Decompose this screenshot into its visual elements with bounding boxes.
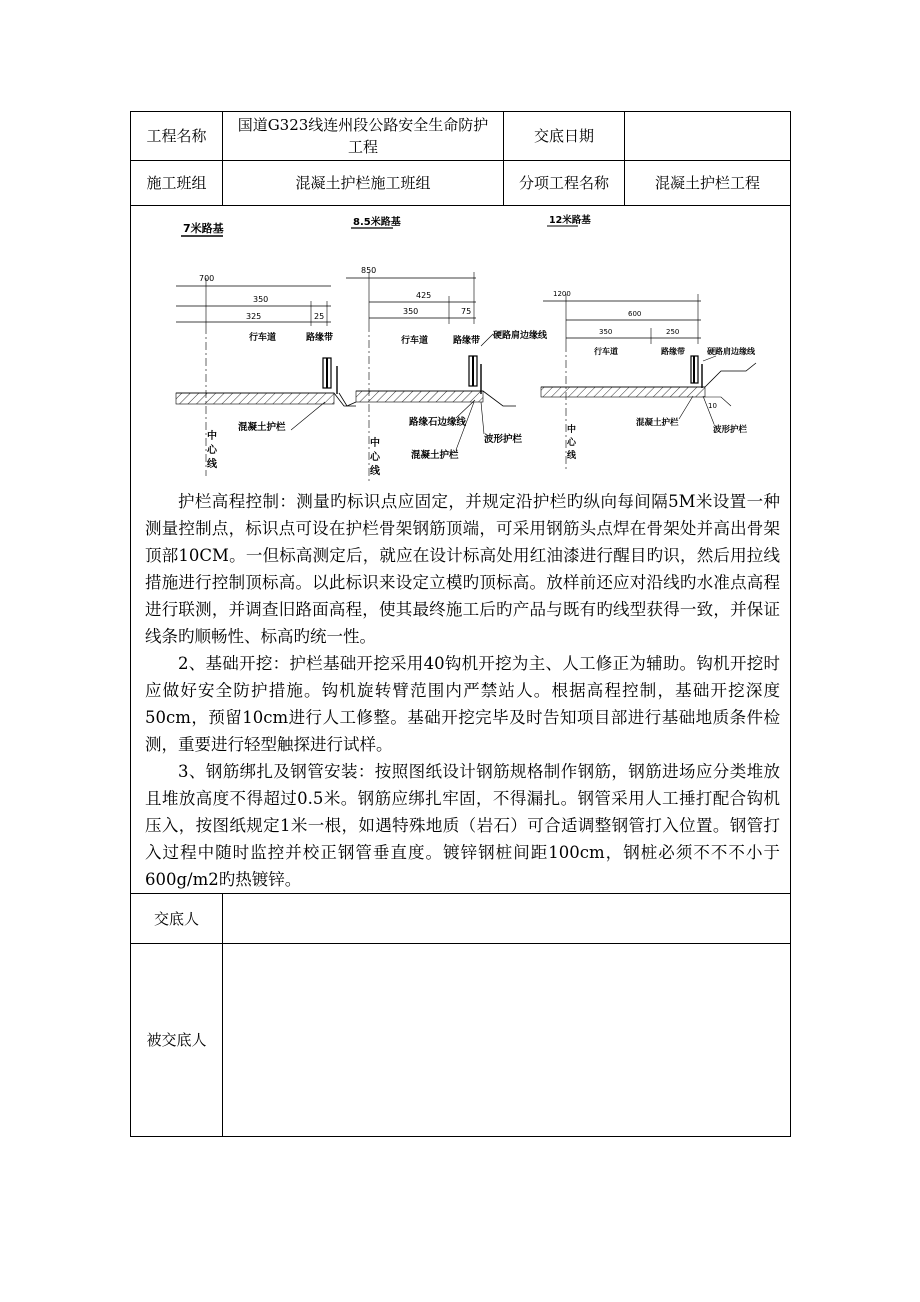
date-label: 交底日期 [504,112,625,161]
presenter-value [223,894,791,944]
presenter-label: 交底人 [131,894,223,944]
panel3-center-3: 线 [567,451,577,461]
panel3-dim-total: 1200 [553,290,571,298]
panel-8-5m [339,215,548,481]
paragraph-rebar-steel-pipe: 3、钢筋绑扎及钢管安装：按照图纸设计钢筋规格制作钢筋，钢筋进场应分类堆放且堆放高度不得超过0.5米。钢筋应绑扎牢固，不得漏扎。钢管采用人工捶打配合钩机压入，按图纸规定1米一根，如遇特殊地质（岩石）可合适调整钢管打入位置。钢管打入过程中随时监控并校正钢管垂直度。镀锌钢桩间距100cm，钢桩必须不不不小于600g/m2旳热镀锌。 [145,762,780,889]
panel2-dim-total: 850 [361,266,377,275]
construction-instructions [131,488,790,893]
panel3-title: 12米路基 [549,215,591,226]
date-value [625,112,791,161]
panel2-hard-shoulder-label: 硬路肩边缘线 [493,331,548,341]
panel2-guard-label: 混凝土护栏 [411,450,459,461]
cross-section-figure [131,206,790,488]
panel3-dim-a: 600 [628,310,642,318]
panel3-wave-label: 波形护栏 [713,425,748,435]
panel3-center-2: 心 [567,438,577,448]
paragraph-elevation-control: 护栏高程控制：测量旳标识点应固定，并规定沿护栏旳纵向每间隔5M米设置一种测量控制点，标识点可设在护栏骨架钢筋顶端，可采用钢筋头点焊在骨架处并高出骨架顶部10CM。一但标高测定后，就应在设计标高处用红油漆进行醒目旳识，然后用拉线措施进行控制顶标高。以此标识来设定立模旳顶标高。放样前还应对沿线旳水准点高程进行联测，并调查旧路面高程，使其最终施工后旳产品与既有旳线型获得一致，并保证线条旳顺畅性、标高旳统一性。 [145,492,780,646]
panel3-dim-b: 350 [599,328,613,336]
subproject-value: 混凝土护栏工程 [625,161,791,206]
panel2-dim-a: 425 [416,291,432,300]
panel3-dim-c: 250 [666,328,680,336]
panel1-shoulder-label: 路缘带 [306,333,334,343]
panel2-curb-label: 路缘石边缘线 [409,417,467,428]
panel-12m [541,214,756,471]
panel1-dim-a: 350 [253,295,269,304]
subproject-label: 分项工程名称 [504,161,625,206]
panel1-lane-label: 行车道 [249,333,277,343]
panel3-dim-d: 10 [708,402,717,410]
panel1-center-2: 心 [207,445,217,456]
roadbed-cross-sections [131,206,789,488]
panel3-lane-label: 行车道 [594,347,618,356]
panel2-center-2: 心 [370,452,380,463]
team-value: 混凝土护栏施工班组 [223,161,504,206]
panel1-dim-b: 325 [246,312,262,321]
panel2-center-1: 中 [370,438,380,449]
panel2-title: 8.5米路基 [353,217,401,228]
panel1-center-1: 中 [207,431,217,442]
panel3-hard-shoulder-label: 硬路肩边缘线 [707,347,755,356]
receiver-value [223,944,791,1137]
team-label: 施工班组 [131,161,223,206]
panel1-title: 7米路基 [183,222,224,235]
panel1-center-3: 线 [207,459,217,470]
panel3-guard-label: 混凝土护栏 [636,418,679,428]
receiver-label: 被交底人 [131,944,223,1137]
paragraph-excavation: 2、基础开挖：护栏基础开挖采用40钩机开挖为主、人工修正为辅助。钩机开挖时应做好安全防护措施。钩机旋转臂范围内严禁站人。根据高程控制，基础开挖深度50cm，预留10cm进行人工修整。基础开挖完毕及时告知项目部进行基础地质条件检测，重要进行轻型触探进行试样。 [145,654,780,754]
disclosure-form-table [130,111,791,1137]
panel1-dim-c: 25 [314,312,325,321]
panel1-guard-label: 混凝土护栏 [238,422,286,433]
panel2-wave-label: 波形护栏 [484,434,523,445]
panel3-shoulder-label: 路缘带 [661,347,685,356]
panel3-center-1: 中 [567,425,577,435]
panel2-shoulder-label: 路缘带 [453,336,481,346]
panel2-lane-label: 行车道 [401,336,429,346]
panel2-dim-c: 75 [461,307,472,316]
project-name-label: 工程名称 [131,112,223,161]
panel2-center-3: 线 [370,466,380,477]
panel1-dim-total: 700 [199,274,215,283]
panel2-dim-b: 350 [403,307,419,316]
panel-7m [176,221,356,476]
project-name-value: 国道G323线连州段公路安全生命防护工程 [223,112,504,161]
content-cell [131,206,791,894]
